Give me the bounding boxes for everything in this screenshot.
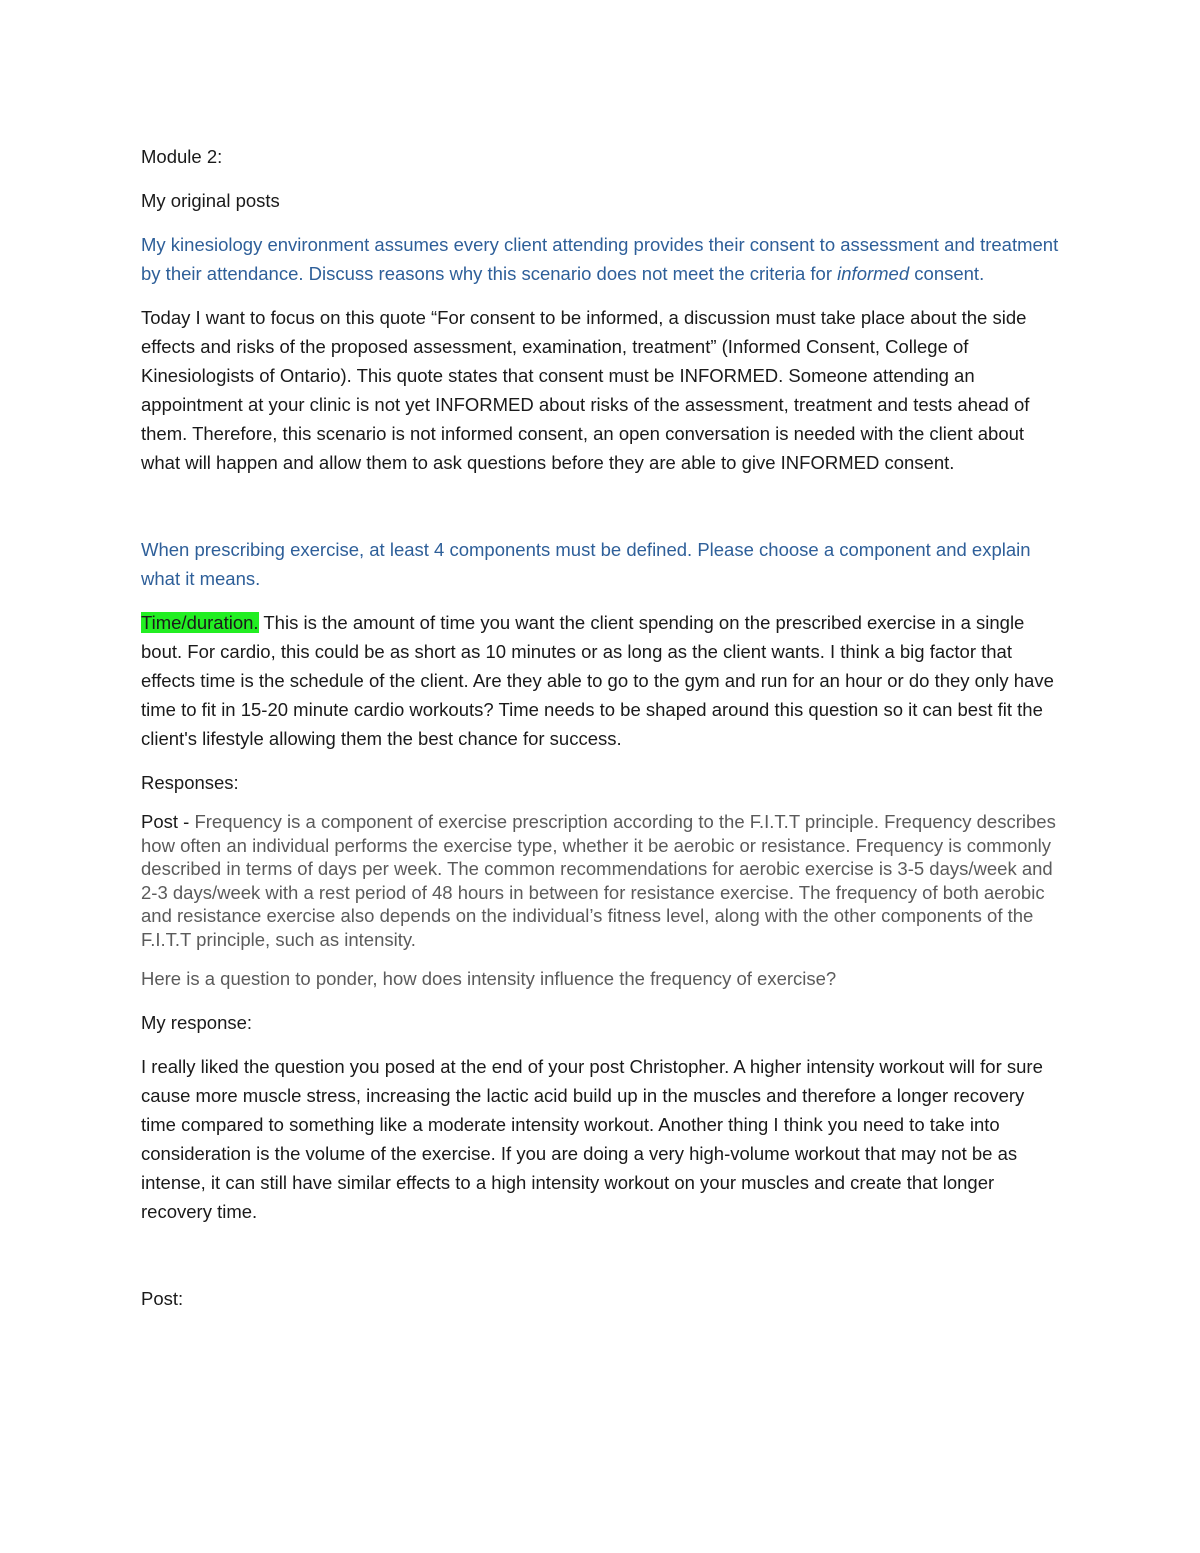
question-1-text-b: consent. bbox=[909, 263, 985, 284]
peer-post-label: Post - bbox=[141, 811, 190, 832]
module-heading: Module 2: bbox=[141, 146, 223, 167]
peer-post-text: Frequency is a component of exercise prescription according to the F.I.T.T principle. Frequency describes how often an individual performs the exercise type, whether it be aerobic or resistance. Frequency is commonly described in terms of days per week. The common recommendations for aerobic exercise is 3-5 days/week and 2-3 days/week with a rest period of 48 hours in between for resistance exercise. The frequency of both aerobic and resistance exercise also depends on the individual’s fitness level, along with the other components of the F.I.T.T principle, such as intensity. bbox=[141, 811, 1056, 950]
highlighted-term: Time/duration. bbox=[141, 612, 259, 633]
answer-2-text: This is the amount of time you want the client spending on the prescribed exercise in a single bout. For cardio, this could be as short as 10 minutes or as long as the client wants. I think a big factor that effects time is the schedule of the client. Are they able to go to the gym and run for an hour or do they only have time to fit in 15-20 minute cardio workouts? Time needs to be shaped around this question so it can best fit the client's lifestyle allowing them the best chance for success. bbox=[141, 612, 1054, 749]
peer-post bbox=[141, 810, 1061, 951]
question-2: When prescribing exercise, at least 4 components must be defined. Please choose a component and explain what it means. bbox=[141, 539, 1031, 589]
question-1-text-a: My kinesiology environment assumes every client attending provides their consent to assessment and treatment by their attendance. Discuss reasons why this scenario does not meet the criteria for bbox=[141, 234, 1059, 284]
document-body bbox=[141, 142, 1061, 1313]
my-response: I really liked the question you posed at the end of your post Christopher. A higher intensity workout will for sure cause more muscle stress, increasing the lactic acid build up in the muscles and therefore a longer recovery time compared to something like a moderate intensity workout. Another thing I think you need to take into consideration is the volume of the exercise. If you are doing a very high-volume workout that may not be as intense, it can still have similar effects to a high intensity workout on your muscles and create that longer recovery time. bbox=[141, 1056, 1043, 1222]
peer-post-question: Here is a question to ponder, how does intensity influence the frequency of exercise? bbox=[141, 968, 837, 989]
answer-2 bbox=[141, 608, 1061, 753]
answer-1: Today I want to focus on this quote “For consent to be informed, a discussion must take place about the side effects and risks of the proposed assessment, examination, treatment” (Informed Consent, College of Kinesiologists of Ontario). This quote states that consent must be INFORMED. Someone attending an appointment at your clinic is not yet INFORMED about risks of the assessment, treatment and tests ahead of them. Therefore, this scenario is not informed consent, an open conversation is needed with the client about what will happen and allow them to ask questions before they are able to give INFORMED consent. bbox=[141, 307, 1030, 473]
section-original-posts: My original posts bbox=[141, 190, 280, 211]
question-1 bbox=[141, 230, 1061, 288]
section-post: Post: bbox=[141, 1288, 184, 1309]
section-my-response: My response: bbox=[141, 1012, 253, 1033]
question-1-emphasis: informed bbox=[837, 263, 910, 284]
section-responses: Responses: bbox=[141, 772, 239, 793]
